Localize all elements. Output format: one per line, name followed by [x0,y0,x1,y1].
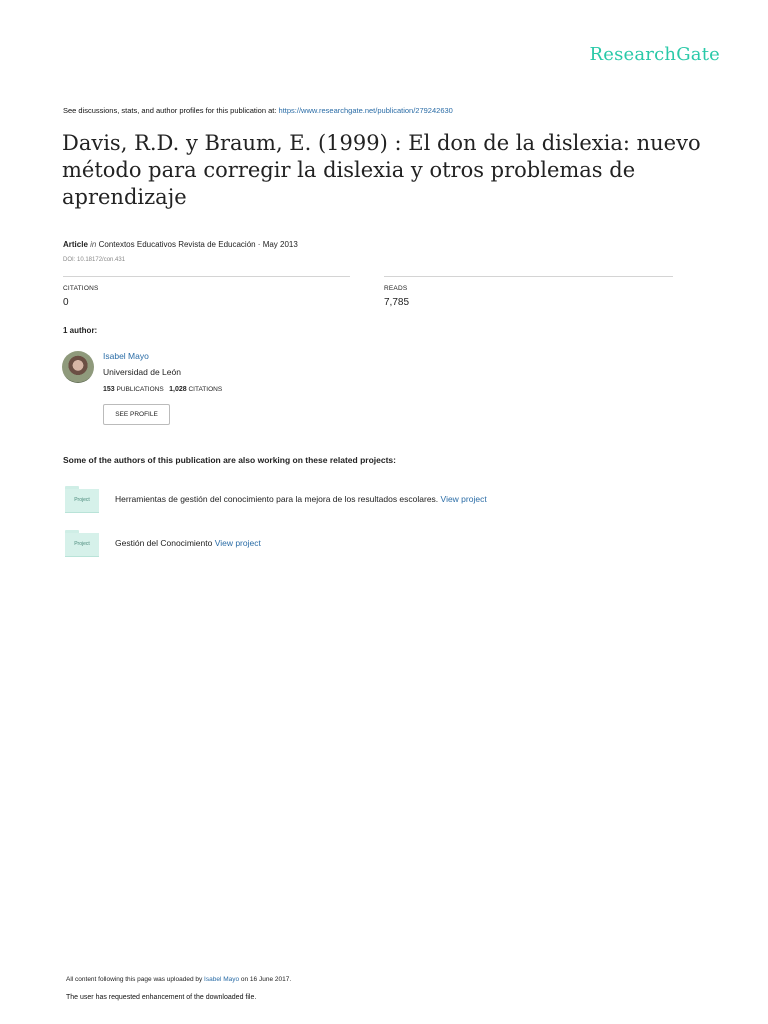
publication-title: Davis, R.D. y Braum, E. (1999) : El don de la dislexia: nuevo método para corregir la dislexia y otros problemas de aprendizaje [62,131,701,209]
project-icon-label: Project [74,541,90,547]
author-stats [103,386,222,393]
project-title: Gestión del Conocimiento [115,538,215,548]
upload-suffix: on 16 June 2017. [239,976,292,983]
authors-heading: 1 author: [63,326,98,335]
citations-label: CITATIONS [63,285,99,292]
doi-text: DOI: 10.18172/con.431 [63,257,126,263]
author-affiliation: Universidad de León [103,367,181,377]
researchgate-logo[interactable]: ResearchGate [589,44,720,65]
project-icon [65,486,99,514]
related-project-item [115,538,261,548]
journal-date[interactable]: Contextos Educativos Revista de Educación · May 2013 [98,240,298,249]
enhancement-note: The user has requested enhancement of the downloaded file. [66,994,257,1001]
reads-label: READS [384,285,408,292]
publication-url-link[interactable]: https://www.researchgate.net/publication/279242630 [278,106,453,115]
publications-count: 153 [103,386,115,393]
article-meta [63,240,298,249]
discussions-line [63,106,453,115]
author-avatar[interactable] [62,351,94,383]
publications-label: PUBLICATIONS [116,386,164,393]
see-profile-button[interactable]: SEE PROFILE [103,404,170,425]
related-projects-heading: Some of the authors of this publication are also working on these related projects: [63,455,396,465]
citations-divider [63,276,350,277]
upload-note [66,976,291,983]
article-in-label: in [90,240,97,249]
author-name-link[interactable]: Isabel Mayo [103,351,149,361]
view-project-link[interactable]: View project [440,494,487,504]
project-title: Herramientas de gestión del conocimiento para la mejora de los resultados escolares. [115,494,441,504]
project-icon-label: Project [74,497,90,503]
related-project-item [115,494,487,504]
discussions-text: See discussions, stats, and author profiles for this publication at: [63,106,279,115]
article-type: Article [63,240,88,249]
citations-value: 0 [63,297,69,308]
view-project-link[interactable]: View project [214,538,261,548]
uploader-link[interactable]: Isabel Mayo [204,976,240,983]
reads-value: 7,785 [384,297,410,308]
reads-divider [384,276,673,277]
author-citations-count: 1,028 [169,386,187,393]
project-icon [65,530,99,558]
upload-prefix: All content following this page was uploaded by [66,976,205,983]
author-citations-label: CITATIONS [188,386,223,393]
